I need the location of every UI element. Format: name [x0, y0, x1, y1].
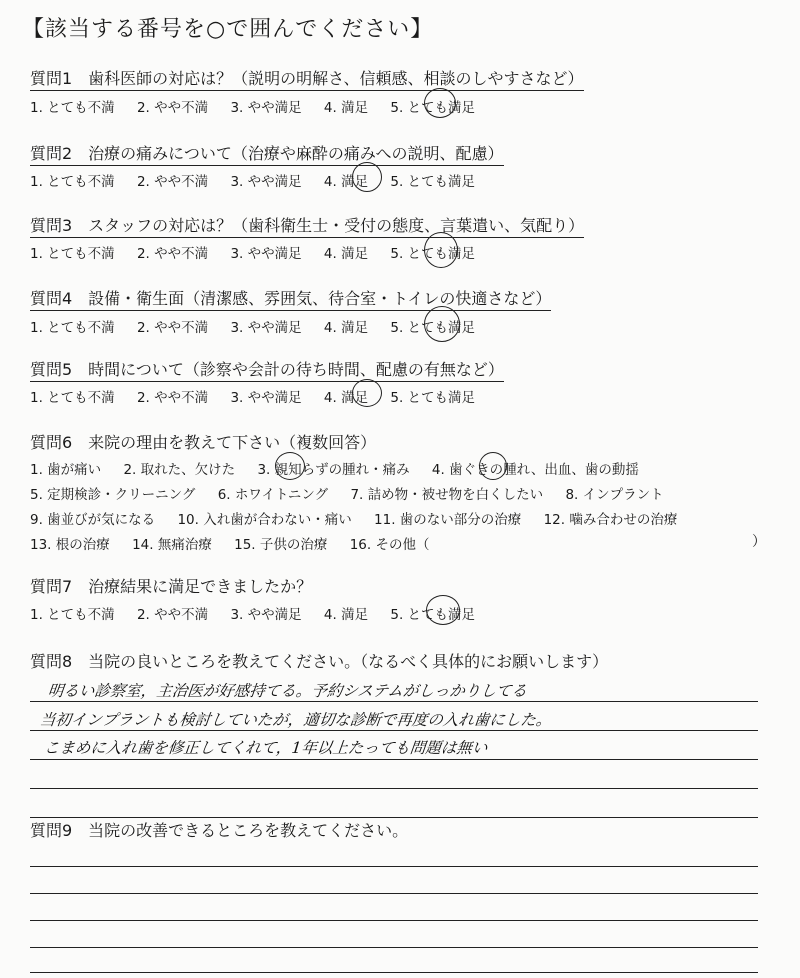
q5-option-5[interactable]: 5. とても満足: [390, 390, 476, 406]
question-6-heading: 質問6 来院の理由を教えて下さい（複数回答）: [30, 433, 377, 452]
q4-option-4[interactable]: 4. 満足: [323, 320, 369, 336]
selection-circle: [424, 88, 456, 118]
selection-circle: [424, 232, 458, 268]
answer-rule-line: [30, 947, 758, 948]
question-2-heading: 質問2 治療の痛みについて（治療や麻酔の痛みへの説明、配慮）: [30, 141, 504, 166]
q6-option-12[interactable]: 12. 噛み合わせの治療: [543, 512, 678, 528]
q3-option-2[interactable]: 2. やや不満: [136, 246, 209, 262]
selection-circle: [275, 452, 305, 480]
q4-option-3[interactable]: 3. やや満足: [230, 320, 302, 336]
question-2-options: [30, 170, 493, 190]
q3-option-4[interactable]: 4. 満足: [323, 246, 369, 262]
q6-option-8[interactable]: 8. インプラント: [565, 487, 664, 503]
q6-option-1[interactable]: 1. 歯が痛い: [30, 462, 102, 478]
handwritten-answer-line: 明るい診察室，主治医が好感持てる。予約システムがしっかりしてる: [46, 682, 528, 700]
handwritten-answer-line: 当初インプラントも検討していたが，適切な診断で再度の入れ歯にした。: [38, 711, 553, 729]
q1-option-4[interactable]: 4. 満足: [323, 100, 369, 116]
q6-option-14[interactable]: 14. 無痛治療: [132, 537, 212, 553]
q2-option-5[interactable]: 5. とても満足: [390, 174, 476, 190]
q1-option-2[interactable]: 2. やや不満: [136, 100, 209, 116]
form-title: 【該当する番号を○で囲んでください】: [22, 17, 434, 42]
q2-option-4[interactable]: 4. 満足: [323, 174, 369, 190]
q7-option-3[interactable]: 3. やや満足: [230, 607, 302, 623]
q1-option-1[interactable]: 1. とても不満: [30, 100, 115, 116]
handwritten-answer-line: こまめに入れ歯を修正してくれて，1年以上たっても問題は無い: [42, 739, 489, 757]
q7-option-5[interactable]: 5. とても満足: [390, 607, 476, 623]
q6-option-13[interactable]: 13. 根の治療: [30, 537, 110, 553]
q4-option-1[interactable]: 1. とても不満: [30, 320, 115, 336]
question-6-row-4: [30, 533, 447, 553]
q6-option-5[interactable]: 5. 定期検診・クリーニング: [30, 487, 196, 503]
q6-option-2[interactable]: 2. 取れた、欠けた: [123, 462, 236, 478]
answer-rule-line: [30, 972, 758, 973]
question-5-heading: 質問5 時間について（診察や会計の待ち時間、配慮の有無など）: [30, 357, 504, 382]
q5-option-1[interactable]: 1. とても不満: [30, 390, 115, 406]
q5-option-2[interactable]: 2. やや不満: [136, 390, 209, 406]
question-6-row-2: [30, 483, 682, 503]
question-7-options: [30, 603, 493, 623]
question-1-heading: 質問1 歯科医師の対応は？（説明の明解さ、信頼感、相談のしやすさなど）: [30, 66, 584, 91]
selection-circle: [424, 306, 460, 342]
q6-option-16[interactable]: 16. その他（: [349, 537, 430, 553]
question-9-heading: 質問9 当院の改善できるところを教えてください。: [30, 821, 409, 840]
question-6-row-3: [30, 508, 695, 528]
q3-option-5[interactable]: 5. とても満足: [390, 246, 476, 262]
q4-option-2[interactable]: 2. やや不満: [136, 320, 209, 336]
selection-circle: [479, 452, 507, 480]
q2-option-2[interactable]: 2. やや不満: [136, 174, 209, 190]
q6-option-4[interactable]: 4. 歯ぐきの腫れ、出血、歯の動揺: [431, 462, 639, 478]
q6-option-6[interactable]: 6. ホワイトニング: [217, 487, 329, 503]
q6-option-9[interactable]: 9. 歯並びが気になる: [30, 512, 156, 528]
q6-option-10[interactable]: 10. 入れ歯が合わない・痛い: [177, 512, 352, 528]
selection-circle: [352, 379, 382, 407]
question-7-heading: 質問7 治療結果に満足できましたか？: [30, 577, 313, 596]
selection-circle: [426, 595, 460, 625]
q1-option-3[interactable]: 3. やや満足: [230, 100, 302, 116]
answer-rule-line: [30, 866, 758, 867]
q6-option-15[interactable]: 15. 子供の治療: [234, 537, 328, 553]
answer-rule-line: [30, 701, 758, 702]
answer-rule-line: [30, 893, 758, 894]
q6-option-7[interactable]: 7. 詰め物・被せ物を白くしたい: [350, 487, 544, 503]
q6-option-3[interactable]: 3. 親知らずの腫れ・痛み: [257, 462, 410, 478]
q7-option-2[interactable]: 2. やや不満: [136, 607, 209, 623]
q5-option-3[interactable]: 3. やや満足: [230, 390, 302, 406]
q5-option-4[interactable]: 4. 満足: [323, 390, 369, 406]
q2-option-1[interactable]: 1. とても不満: [30, 174, 115, 190]
q4-option-5[interactable]: 5. とても満足: [390, 320, 476, 336]
q2-option-3[interactable]: 3. やや満足: [230, 174, 302, 190]
q7-option-4[interactable]: 4. 満足: [323, 607, 369, 623]
question-6-row-1: [30, 458, 657, 478]
answer-rule-line: [30, 920, 758, 921]
question-5-options: [30, 386, 493, 406]
selection-circle: [352, 162, 382, 192]
question-8-heading: 質問8 当院の良いところを教えてください。（なるべく具体的にお願いします）: [30, 652, 609, 671]
q3-option-3[interactable]: 3. やや満足: [230, 246, 302, 262]
answer-rule-line: [30, 759, 758, 760]
q6-option-11[interactable]: 11. 歯のない部分の治療: [374, 512, 522, 528]
other-close-paren: ）: [752, 534, 766, 550]
question-4-heading: 質問4 設備・衛生面（清潔感、雰囲気、待合室・トイレの快適さなど）: [30, 286, 551, 311]
question-3-heading: 質問3 スタッフの対応は？（歯科衛生士・受付の態度、言葉遣い、気配り）: [30, 213, 584, 238]
answer-rule-line: [30, 730, 758, 731]
answer-rule-line: [30, 788, 758, 789]
q1-option-5[interactable]: 5. とても満足: [390, 100, 476, 116]
q3-option-1[interactable]: 1. とても不満: [30, 246, 115, 262]
q7-option-1[interactable]: 1. とても不満: [30, 607, 115, 623]
